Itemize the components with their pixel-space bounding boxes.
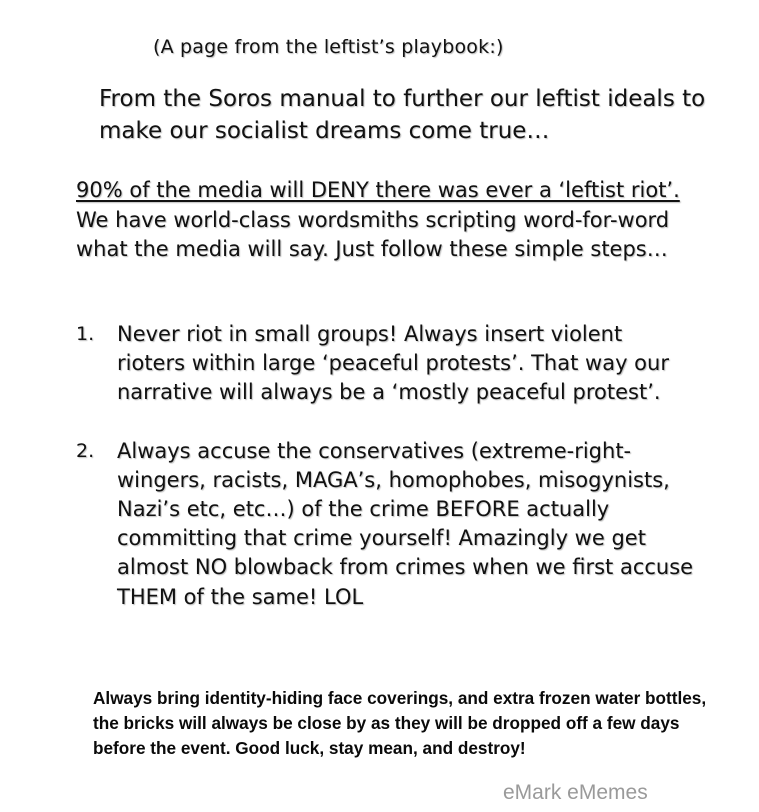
list-item <box>76 437 696 612</box>
step-number: 2. <box>76 439 95 462</box>
step-text: Always accuse the conservatives (extreme-right-wingers, racists, MAGA’s, homophobes, misogynists, Nazi’s etc, etc…) of the crime BEFORE actually committing that crime yourself! Amazingly we get almost NO blowback from crimes when we first accuse THEM of the same! LOL <box>117 438 694 609</box>
list-item <box>76 320 696 408</box>
intro-text: We have world-class wordsmiths scripting word-for-word what the media will say. Just follow these simple steps… <box>76 207 670 261</box>
closing-paragraph: Always bring identity-hiding face coverings, and extra frozen water bottles, the bricks will always be close by as they will be dropped off a few days before the event. Good luck, stay mean, and destroy! <box>93 688 707 758</box>
steps-list <box>76 320 696 612</box>
watermark-text: eMark eMemes <box>503 781 648 804</box>
page-subtitle: (A page from the leftist’s playbook:) <box>153 36 504 58</box>
step-number: 1. <box>76 323 95 345</box>
intro-underlined-text: 90% of the media will DENY there was ever a ‘leftist riot’. <box>76 178 680 202</box>
intro-paragraph <box>76 176 716 265</box>
page-heading: From the Soros manual to further our leftist ideals to make our socialist dreams come true… <box>99 86 706 144</box>
step-text: Never riot in small groups! Always insert violent rioters within large ‘peaceful protests’. That way our narrative will always be a ‘mostly peaceful protest’. <box>117 322 669 405</box>
